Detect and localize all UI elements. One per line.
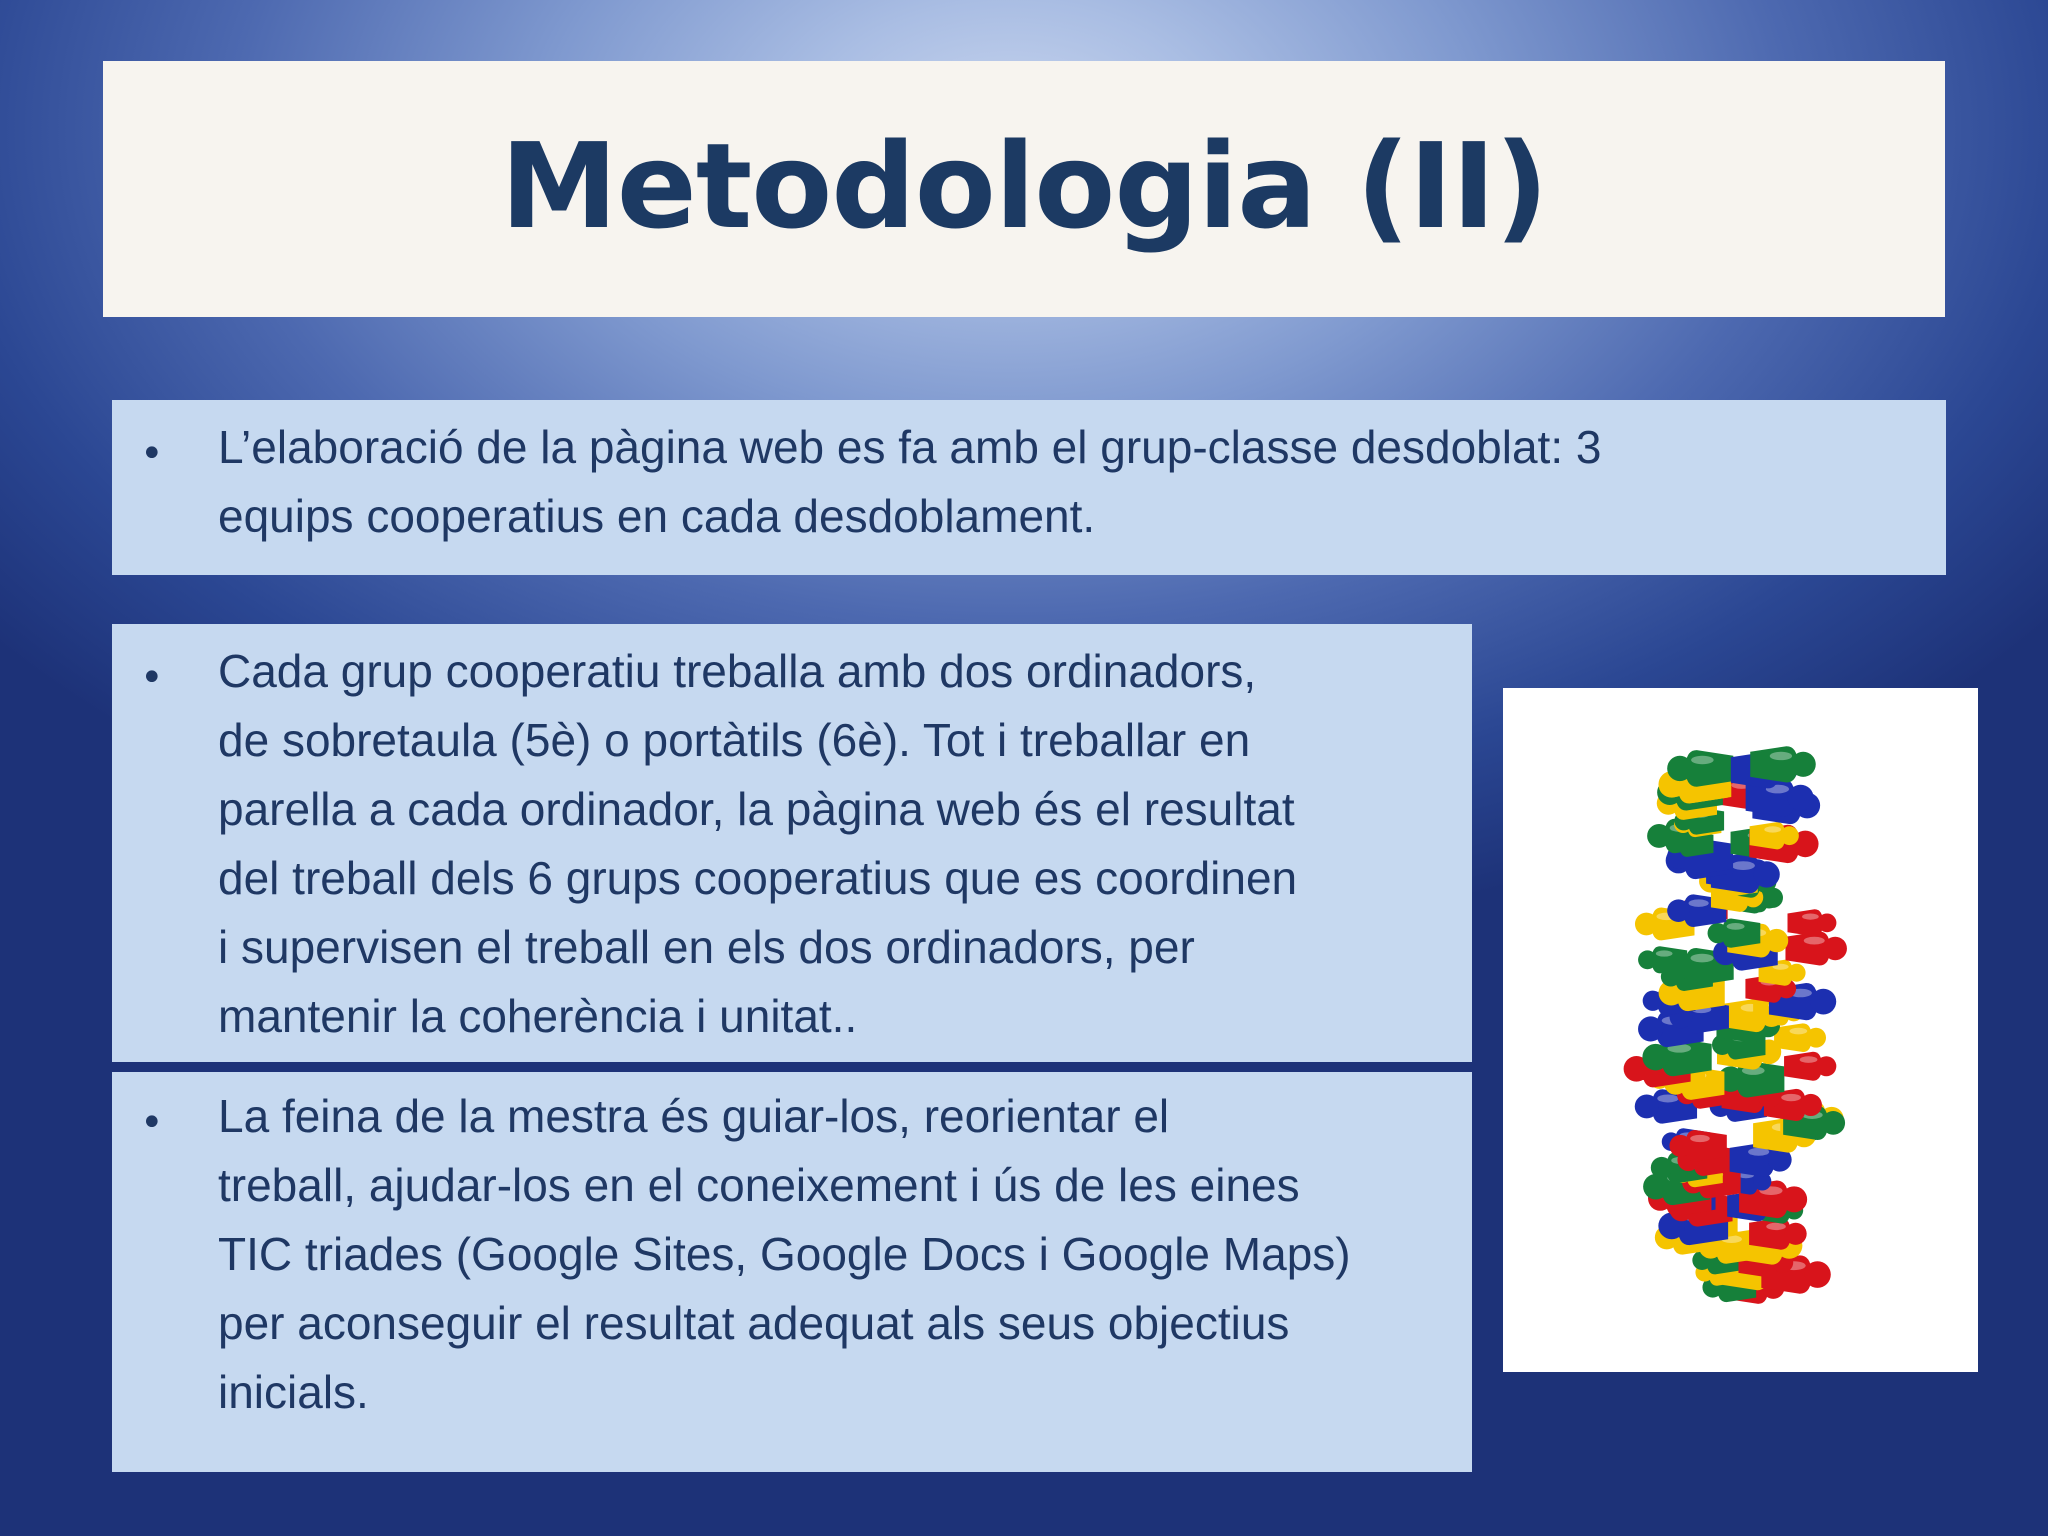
bullet-text-2 bbox=[218, 637, 1450, 1051]
text-line: La feina de la mestra és guiar-los, reorientar el bbox=[218, 1090, 1170, 1142]
bullet-box-1 bbox=[112, 400, 1946, 575]
text-line: del treball dels 6 grups cooperatius que es coordinen bbox=[218, 852, 1298, 904]
text-line: treball, ajudar-los en el coneixement i ús de les eines bbox=[218, 1159, 1300, 1211]
pawn-piece bbox=[1750, 746, 1816, 782]
text-line: equips cooperatius en cada desdoblament. bbox=[218, 490, 1096, 542]
text-line: L’elaboració de la pàgina web es fa amb el grup-classe desdoblat: 3 bbox=[218, 421, 1602, 473]
text-line: inicials. bbox=[218, 1366, 369, 1418]
text-line: i supervisen el treball en els dos ordinadors, per bbox=[218, 921, 1195, 973]
text-line: mantenir la coherència i unitat.. bbox=[218, 990, 858, 1042]
pawn-piece bbox=[1784, 1052, 1836, 1081]
pawn-tower-photo bbox=[1503, 688, 1978, 1372]
text-line: Cada grup cooperatiu treballa amb dos ordinadors, bbox=[218, 645, 1257, 697]
text-line: parella a cada ordinador, la pàgina web és el resultat bbox=[218, 783, 1295, 835]
bullet-marker: • bbox=[140, 431, 164, 477]
pawn-piece bbox=[1785, 931, 1846, 965]
text-line: de sobretaula (5è) o portàtils (6è). Tot i treballar en bbox=[218, 714, 1251, 766]
pawn-piece bbox=[1787, 909, 1836, 936]
slide-title: Metodologia (II) bbox=[500, 117, 1548, 255]
pawn-tower-image bbox=[1503, 688, 1978, 1372]
bullet-text-1 bbox=[218, 413, 1924, 551]
bullet-text-3 bbox=[218, 1082, 1450, 1427]
bullet-box-2 bbox=[112, 624, 1472, 1062]
text-line: per aconseguir el resultat adequat als seus objectius bbox=[218, 1297, 1290, 1349]
pawn-piece bbox=[1774, 1023, 1826, 1052]
text-line: TIC triades (Google Sites, Google Docs i Google Maps) bbox=[218, 1228, 1351, 1280]
bullet-marker: • bbox=[140, 655, 164, 701]
title-box bbox=[103, 61, 1945, 317]
bullet-marker: • bbox=[140, 1100, 164, 1146]
bullet-box-3 bbox=[112, 1072, 1472, 1472]
